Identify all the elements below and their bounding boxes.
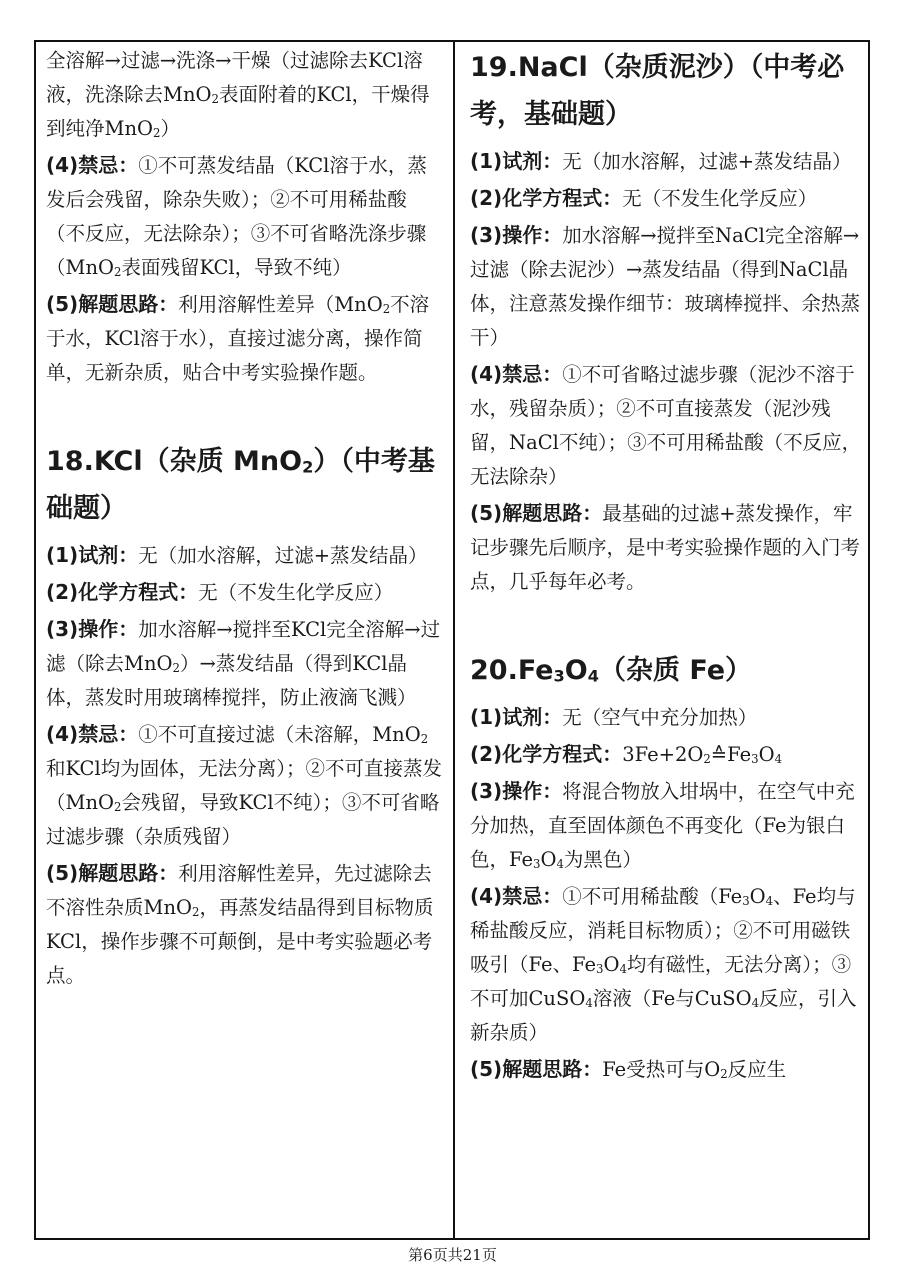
section-20-title: $20.Fe_3O_4$（杂质 Fe） bbox=[470, 655, 753, 686]
section-17-taboo: (4)禁忌：①不可蒸发结晶（KCl溶于水，蒸发后会残留，除杂失败）；②不可用稀盐酸（不反应，无法除杂）；③不可省略洗涤步骤（MnO$_2$表面残留KCl，导致不纯） bbox=[46, 153, 427, 279]
section-20-equation: (2)化学方程式：$3Fe+2O_2≙Fe_3O_4$ bbox=[470, 742, 783, 766]
page-number-footer: 第6页共21页 bbox=[408, 1246, 497, 1264]
right-column bbox=[470, 44, 862, 1089]
section-20-reagent: (1)试剂：无（空气中充分加热） bbox=[470, 705, 758, 729]
section-17-continued: 全溶解→过滤→洗涤→干燥（过滤除去KCl溶液，洗涤除去MnO$_2$表面附着的KCl，干燥得到纯净MnO$_2$） bbox=[46, 49, 430, 140]
section-20-operation: (3)操作：将混合物放入坩埚中，在空气中充分加热，直至固体颜色不再变化（Fe为银白色，$Fe_3O_4$为黑色） bbox=[470, 779, 855, 871]
left-column bbox=[46, 44, 442, 995]
section-18-title: 18.KCl（杂质 MnO$_2$）（中考基础题） bbox=[46, 446, 435, 524]
total-pages: 21 bbox=[462, 1246, 482, 1264]
section-19-operation: (3)操作：加水溶解→搅拌至NaCl完全溶解→过滤（除去泥沙）→蒸发结晶（得到NaCl晶体，注意蒸发操作细节：玻璃棒搅拌、余热蒸干） bbox=[470, 223, 861, 349]
section-18-operation: (3)操作：加水溶解→搅拌至KCl完全溶解→过滤（除去MnO$_2$）→蒸发结晶（得到KCl晶体，蒸发时用玻璃棒搅拌，防止液滴飞溅） bbox=[46, 617, 441, 709]
section-19-approach: (5)解题思路：最基础的过滤+蒸发操作，牢记步骤先后顺序，是中考实验操作题的入门考点，几乎每年必考。 bbox=[470, 501, 861, 593]
section-20-taboo: (4)禁忌：①不可用稀盐酸（$Fe_3O_4$、Fe均与稀盐酸反应，消耗目标物质）；②不可用磁铁吸引（Fe、$Fe_3O_4$均有磁性，无法分离）；③不可加CuSO$_4$溶液（Fe与CuSO$_4$反应，引入新杂质） bbox=[470, 884, 857, 1044]
section-18-taboo: (4)禁忌：①不可直接过滤（未溶解，MnO$_2$和KCl均为固体，无法分离）；②不可直接蒸发（MnO$_2$会残留，导致KCl不纯）；③不可省略过滤步骤（杂质残留） bbox=[46, 722, 442, 848]
section-19-equation: (2)化学方程式：无（不发生化学反应） bbox=[470, 186, 818, 210]
section-19-taboo: (4)禁忌：①不可省略过滤步骤（泥沙不溶于水，残留杂质）；②不可直接蒸发（泥沙残留，NaCl不纯）；③不可用稀盐酸（不反应，无法除杂） bbox=[470, 362, 862, 488]
current-page: 6 bbox=[423, 1246, 433, 1264]
section-17-approach: (5)解题思路：利用溶解性差异（MnO$_2$不溶于水，KCl溶于水），直接过滤分离，操作简单，无新杂质，贴合中考实验操作题。 bbox=[46, 292, 430, 384]
section-18-equation: (2)化学方程式：无（不发生化学反应） bbox=[46, 580, 394, 604]
section-18-approach: (5)解题思路：利用溶解性差异，先过滤除去不溶性杂质MnO$_2$，再蒸发结晶得到目标物质KCl，操作步骤不可颠倒，是中考实验题必考点。 bbox=[46, 861, 434, 987]
section-18-reagent: (1)试剂：无（加水溶解，过滤+蒸发结晶） bbox=[46, 543, 428, 567]
column-divider bbox=[453, 40, 455, 1240]
section-19-title: 19.NaCl（杂质泥沙）（中考必考，基础题） bbox=[470, 52, 845, 130]
section-19-reagent: (1)试剂：无（加水溶解，过滤+蒸发结晶） bbox=[470, 149, 852, 173]
section-20-approach: (5)解题思路：Fe受热可与$O_2$反应生 bbox=[470, 1057, 787, 1081]
